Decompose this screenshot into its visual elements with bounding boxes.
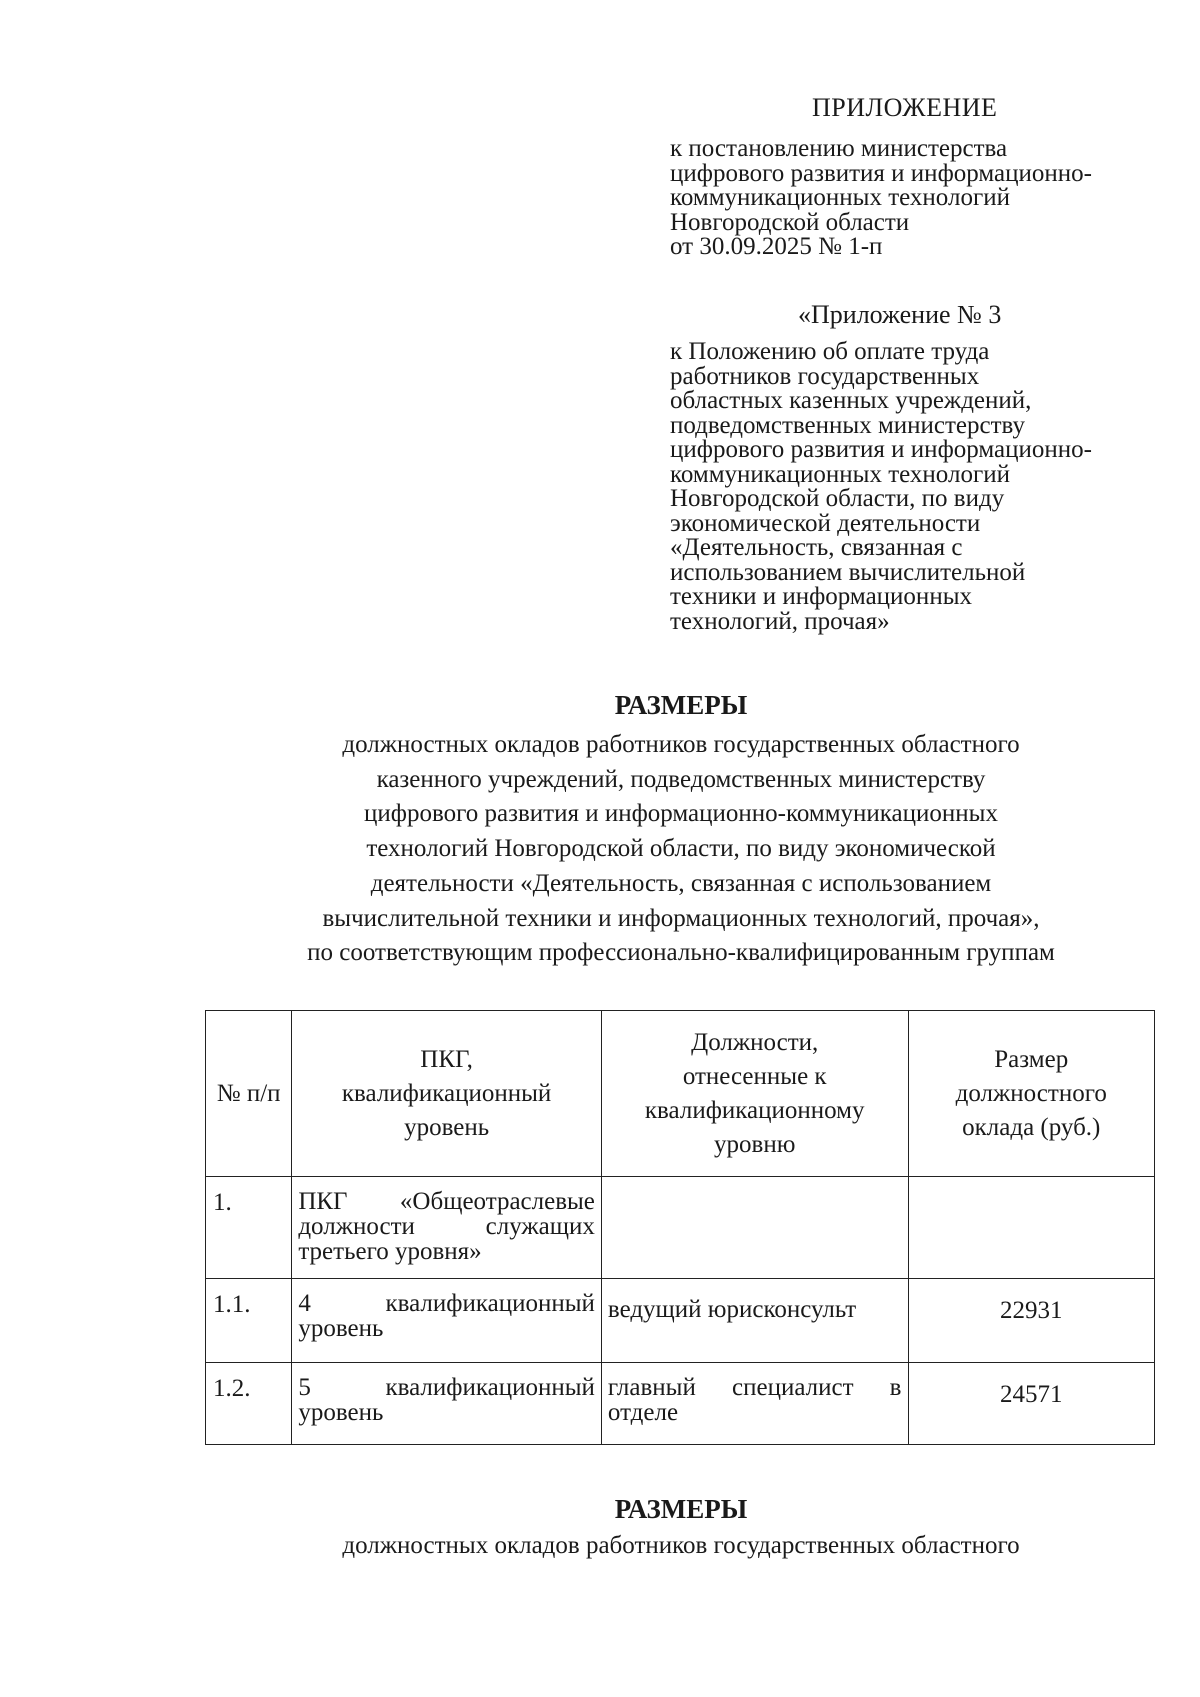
- subtitle-line: деятельности «Деятельность, связанная с использованием: [370, 869, 992, 897]
- table-row: [206, 1363, 1155, 1445]
- regulation-line: техники и информационных: [670, 583, 972, 610]
- table-row: [206, 1177, 1155, 1279]
- pkg-line: уровень: [298, 1399, 384, 1426]
- row-position: [601, 1363, 908, 1445]
- row-salary: [908, 1177, 1155, 1279]
- row-number: 1.: [206, 1177, 292, 1279]
- row-number: 1.2.: [206, 1363, 292, 1445]
- header-positions: [601, 1011, 908, 1177]
- subtitle-line: цифрового развития и информационно-коммуникационных: [364, 800, 998, 828]
- regulation-line: «Деятельность, связанная с: [670, 534, 963, 561]
- header-text: уровню: [714, 1130, 796, 1158]
- appendix-line: коммуникационных технологий: [670, 184, 1010, 211]
- regulation-line: цифрового развития и информационно-: [670, 436, 1092, 463]
- header-text: должностного: [955, 1079, 1107, 1107]
- header-text: № п/п: [216, 1079, 281, 1107]
- header-text: квалификационному: [644, 1096, 865, 1124]
- appendix-reference: [670, 137, 1092, 260]
- header-text: Должности,: [691, 1028, 819, 1056]
- subtitle-line: технологий Новгородской области, по виду экономической: [366, 835, 996, 863]
- header-text: уровень: [404, 1113, 490, 1141]
- row-pkg: ПКГ «Общеотраслевые должности служащих третьего уровня»: [292, 1177, 602, 1279]
- pkg-line: уровень: [298, 1315, 384, 1342]
- header-text: Размер: [994, 1045, 1069, 1073]
- subtitle-line: вычислительной техники и информационных технологий, прочая»,: [322, 904, 1040, 932]
- row-salary: 24571: [908, 1363, 1155, 1445]
- appendix-line: Новгородской области: [670, 208, 910, 236]
- header-salary: [908, 1011, 1155, 1177]
- section-heading-2: РАЗМЕРЫ: [614, 1494, 748, 1524]
- section-subtitle-2: должностных окладов работников государственных областного: [342, 1532, 1020, 1559]
- position-line: главный специалист в: [607, 1374, 902, 1401]
- appendix-title: ПРИЛОЖЕНИЕ: [812, 93, 998, 122]
- section-subtitle: [0, 728, 1200, 971]
- row-position: ведущий юрисконсульт: [601, 1279, 908, 1363]
- header-text: квалификационный: [341, 1079, 552, 1107]
- row-pkg: [292, 1279, 602, 1363]
- regulation-line: коммуникационных технологий: [670, 460, 1010, 488]
- row-salary: 22931: [908, 1279, 1155, 1363]
- header-number: [206, 1011, 292, 1177]
- appendix-line: от 30.09.2025 № 1-п: [670, 233, 883, 260]
- regulation-line: областных казенных учреждений,: [670, 387, 1032, 414]
- regulation-appendix-reference: [670, 340, 1092, 634]
- subtitle-line: должностных окладов работников государственных областного: [342, 731, 1020, 758]
- regulation-line: к Положению об оплате труда: [670, 338, 990, 365]
- salary-table: [205, 1010, 1155, 1445]
- row-position: [601, 1177, 908, 1279]
- pkg-line: 4 квалификационный: [298, 1290, 595, 1317]
- regulation-line: Новгородской области, по виду: [670, 485, 1005, 512]
- regulation-line: экономической деятельности: [670, 509, 981, 537]
- regulation-line: технологий, прочая»: [670, 607, 890, 635]
- appendix-line: к постановлению министерства: [670, 135, 1008, 162]
- appendix-line: цифрового развития и информационно-: [670, 159, 1092, 187]
- subtitle-line: казенного учреждений, подведомственных министерству: [376, 765, 986, 793]
- pkg-line: 5 квалификационный: [298, 1374, 595, 1401]
- header-text: ПКГ,: [420, 1045, 473, 1073]
- table-row: [206, 1279, 1155, 1363]
- regulation-line: использованием вычислительной: [670, 558, 1026, 586]
- header-pkg: [292, 1011, 602, 1177]
- row-pkg: [292, 1363, 602, 1445]
- position-line: отделе: [607, 1399, 679, 1426]
- section-heading: РАЗМЕРЫ: [614, 690, 748, 720]
- regulation-appendix-title: «Приложение № 3: [798, 300, 1002, 329]
- table-header-row: [206, 1011, 1155, 1177]
- header-text: отнесенные к: [682, 1062, 827, 1090]
- regulation-line: подведомственных министерству: [670, 411, 1025, 439]
- regulation-line: работников государственных: [670, 362, 980, 390]
- subtitle-line: по соответствующим профессионально-квалифицированным группам: [307, 939, 1055, 967]
- header-text: оклада (руб.): [962, 1113, 1101, 1141]
- row-number: 1.1.: [206, 1279, 292, 1363]
